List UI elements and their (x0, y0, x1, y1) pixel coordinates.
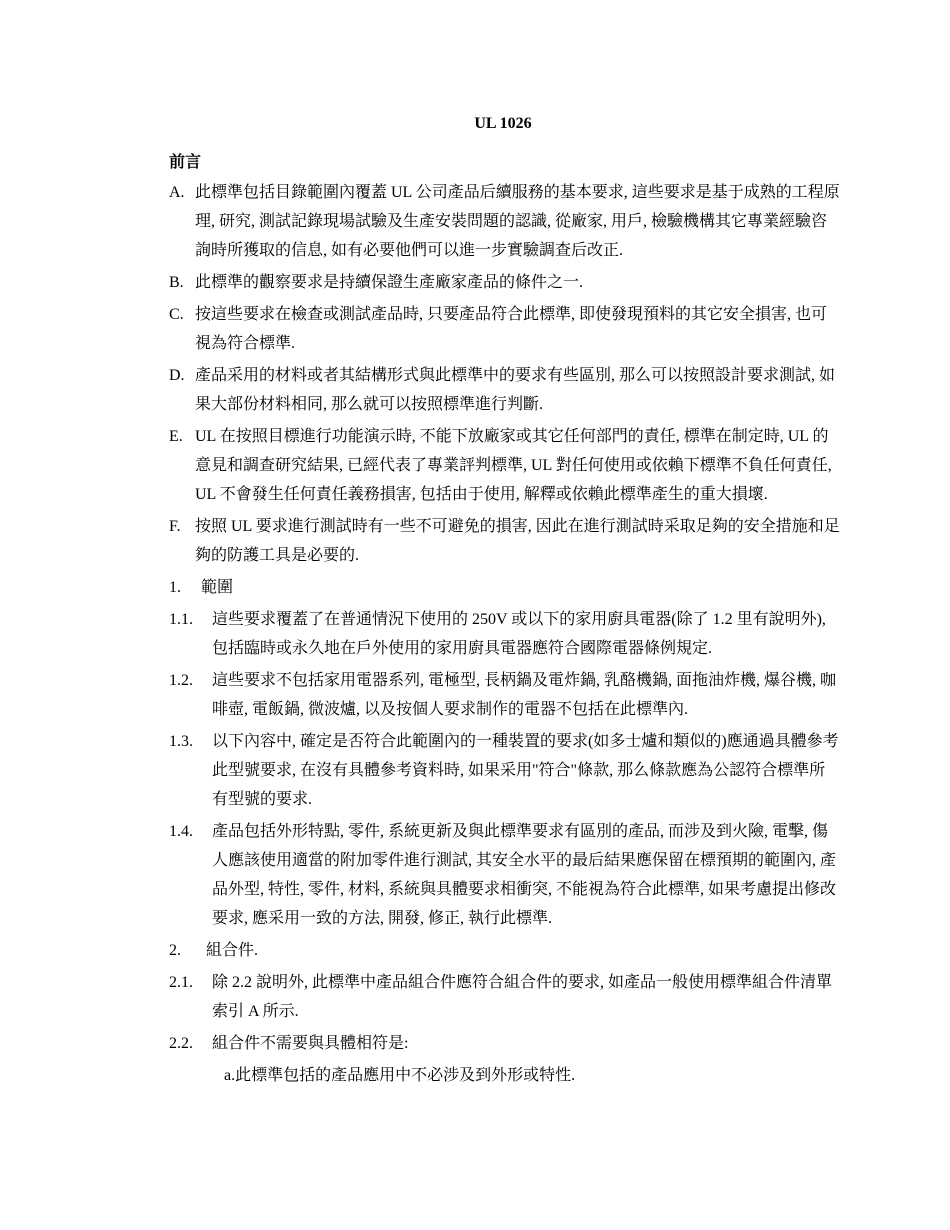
item-marker: 2. (169, 942, 181, 959)
document-body (169, 178, 841, 1093)
item-marker: F. (169, 518, 181, 535)
clause-2-2-a (169, 1061, 841, 1090)
paragraph-b (169, 268, 841, 297)
item-text: UL 在按照目標進行功能演示時, 不能下放廠家或其它任何部門的責任, 標準在制定時, UL 的意見和調查研究結果, 已經代表了專業評判標準, UL 對任何使用或依賴下標準不負任何責任, UL 不會發生任何責任義務損害, 包括由于使用, 解釋或依賴此標準產生的重大損壞. (195, 428, 832, 503)
item-marker: B. (169, 274, 184, 291)
paragraph-f (169, 512, 841, 570)
clause-1-4 (169, 817, 841, 933)
item-marker: 1.1. (169, 611, 193, 628)
item-marker: 1.3. (169, 733, 193, 750)
item-marker: C. (169, 306, 184, 323)
section-heading-foreword: 前言 (169, 154, 202, 171)
item-text: 此標準包括目錄範圍內覆蓋 UL 公司產品后續服務的基本要求, 這些要求是基于成熟的工程原理, 研究, 測試記錄現場試驗及生產安裝問題的認識, 從廠家, 用戶, 檢驗機構其它專業經驗咨詢時所獲取的信息, 如有必要他們可以進一步實驗調查后改正. (195, 184, 840, 259)
item-text: 除 2.2 說明外, 此標準中產品組合件應符合組合件的要求, 如產品一般使用標準組合件清單索引 A 所示. (212, 974, 833, 1020)
clause-1-1 (169, 605, 841, 663)
item-text: 產品包括外形特點, 零件, 系統更新及與此標準要求有區別的產品, 而涉及到火險, 電擊, 傷人應該使用適當的附加零件進行測試, 其安全水平的最后結果應保留在標預期的範圍內, 產品外型, 特性, 零件, 材料, 系統與具體要求相衝突, 不能視為符合此標準, 如果考慮提出修改要求, 應采用一致的方法, 開發, 修正, 執行此標準. (212, 823, 837, 927)
paragraph-c (169, 300, 841, 358)
item-text: 按照 UL 要求進行測試時有一些不可避免的損害, 因此在進行測試時采取足夠的安全措施和足夠的防護工具是必要的. (195, 518, 840, 564)
item-text: 範圍 (201, 579, 234, 596)
paragraph-d (169, 361, 841, 419)
paragraph-a (169, 178, 841, 265)
item-marker: 2.1. (169, 974, 193, 991)
clause-2-2 (169, 1029, 841, 1058)
item-text: 以下內容中, 確定是否符合此範圍內的一種裝置的要求(如多士爐和類似的)應通過具體參考此型號要求, 在沒有具體參考資料時, 如果采用"符合"條款, 那么條款應為公認符合標準所有型號的要求. (212, 733, 839, 808)
item-marker: 1. (169, 579, 181, 596)
item-text: 組合件. (206, 942, 259, 959)
clause-1-2 (169, 666, 841, 724)
section-1-scope (169, 573, 841, 602)
section-2-components (169, 936, 841, 965)
item-marker: A. (169, 184, 185, 201)
item-marker: 2.2. (169, 1035, 193, 1052)
item-text: 此標準的觀察要求是持續保證生產廠家產品的條件之一. (195, 274, 584, 291)
item-text: 按這些要求在檢查或測試產品時, 只要產品符合此標準, 即使發現預料的其它安全損害, 也可視為符合標準. (195, 306, 828, 352)
clause-2-1 (169, 968, 841, 1026)
item-text: a.此標準包括的產品應用中不必涉及到外形或特性. (224, 1067, 576, 1084)
item-marker: 1.4. (169, 823, 193, 840)
item-marker: 1.2. (169, 672, 193, 689)
document-title: UL 1026 (474, 115, 532, 132)
item-marker: D. (169, 367, 185, 384)
paragraph-e (169, 422, 841, 509)
item-text: 這些要求不包括家用電器系列, 電極型, 長柄鍋及電炸鍋, 乳酪機鍋, 面拖油炸機, 爆谷機, 咖啡壺, 電飯鍋, 微波爐, 以及按個人要求制作的電器不包括在此標準內. (212, 672, 837, 718)
item-text: 產品采用的材料或者其結構形式與此標準中的要求有些區別, 那么可以按照設計要求測試, 如果大部份材料相同, 那么就可以按照標準進行判斷. (195, 367, 836, 413)
item-text: 這些要求覆蓋了在普通情況下使用的 250V 或以下的家用廚具電器(除了 1.2 里有說明外),包括臨時或永久地在戶外使用的家用廚具電器應符合國際電器條例規定. (212, 611, 826, 657)
item-marker: E. (169, 428, 183, 445)
item-text: 組合件不需要與具體相符是: (212, 1035, 409, 1052)
clause-1-3 (169, 727, 841, 814)
